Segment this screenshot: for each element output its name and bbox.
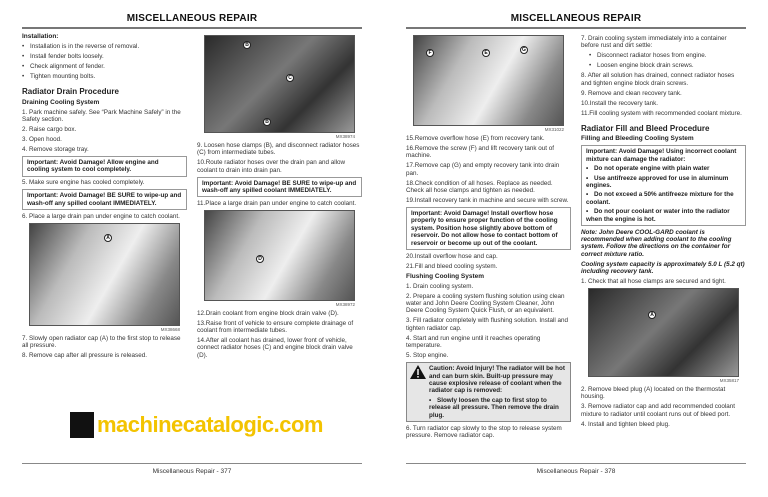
bullet: • Disconnect radiator hoses from engine. bbox=[581, 52, 746, 59]
important-box bbox=[581, 145, 746, 226]
bullet: • Do not operate engine with plain water bbox=[586, 165, 741, 172]
photo-id: MX31022 bbox=[544, 127, 564, 133]
watermark-block bbox=[70, 412, 94, 438]
callout-c: C bbox=[286, 74, 294, 82]
header-rule bbox=[22, 27, 362, 29]
left-page-column-2 bbox=[197, 35, 362, 362]
step: 5. Make sure engine has cooled completely. bbox=[22, 179, 145, 187]
caution-box bbox=[406, 362, 571, 422]
step: 11.Place a large drain pan under engine to catch coolant. bbox=[197, 199, 357, 207]
caution-bullet: • Slowly loosen the cap to first stop to release all pressure. Then remove the drain plug. bbox=[429, 397, 566, 419]
photo-radiator-cap bbox=[29, 223, 180, 326]
important-box: Important: Avoid Damage! Allow engine and cooling system to cool completely. bbox=[22, 156, 187, 177]
step: 4. Start and run engine until it reaches operating temperature. bbox=[406, 334, 541, 350]
step: 10.Route radiator hoses over the drain pan and allow coolant to drain into drain pan. bbox=[197, 159, 346, 174]
callout-b: B bbox=[243, 41, 251, 49]
subsection-title: Flushing Cooling System bbox=[406, 272, 485, 280]
bullet: • Do not exceed a 50% antifreeze mixture for the coolant. bbox=[586, 191, 741, 206]
page-header-right: MISCELLANEOUS REPAIR bbox=[510, 13, 642, 24]
bullet: • Do not pour coolant or water into the radiator when the engine is hot. bbox=[586, 208, 741, 223]
step: 3. Remove radiator cap and add recommended coolant mixture to radiator until coolant runs out of bleed port. bbox=[581, 403, 736, 418]
callout-b: B bbox=[263, 118, 271, 126]
step: 8. After all solution has drained, connect radiator hoses and tighten engine block drain screws. bbox=[581, 72, 735, 87]
footer-rule bbox=[406, 463, 746, 464]
photo-id: MX38974 bbox=[335, 134, 355, 140]
bullet: • Loosen engine block drain screws. bbox=[581, 62, 746, 69]
capacity-note: Cooling system capacity is approximately 5.0 L (5.2 qt) including recovery tank. bbox=[581, 260, 745, 276]
bullet: • Installation is in the reverse of removal. bbox=[22, 43, 187, 50]
footer-rule bbox=[22, 463, 362, 464]
step: 12.Drain coolant from engine block drain valve (D). bbox=[197, 309, 339, 317]
step: 8. Remove cap after all pressure is released. bbox=[22, 351, 147, 359]
step: 17.Remove cap (G) and empty recovery tank into drain pan. bbox=[406, 162, 560, 177]
step: 20.Install overflow hose and cap. bbox=[406, 252, 498, 260]
important-box: Important: Avoid Damage! BE SURE to wipe-up and wash-off any spilled coolant IMMEDIATELY. bbox=[22, 189, 187, 210]
bullet: • Tighten mounting bolts. bbox=[22, 73, 187, 80]
callout-e: E bbox=[482, 49, 490, 57]
step: 19.Install recovery tank in machine and secure with screw. bbox=[406, 196, 569, 204]
photo-bleed-plug bbox=[588, 288, 739, 377]
page-footer-left: Miscellaneous Repair - 377 bbox=[152, 468, 232, 475]
step: 7. Slowly open radiator cap (A) to the first stop to release all pressure. bbox=[22, 334, 181, 349]
photo-radiator-hoses bbox=[204, 35, 355, 133]
right-page-column-1 bbox=[406, 35, 571, 442]
photo-drain-valve bbox=[204, 210, 355, 301]
step: 10.Install the recovery tank. bbox=[581, 99, 659, 107]
section-title: Radiator Fill and Bleed Procedure bbox=[581, 123, 710, 133]
bullet: • Check alignment of fender. bbox=[22, 63, 187, 70]
note: Note: John Deere COOL-GARD coolant is recommended when adding coolant to the cooling system. Follow the directions on the container for correct mixture ratio. bbox=[581, 228, 732, 258]
right-page-column-2 bbox=[581, 35, 746, 431]
step: 2. Raise cargo box. bbox=[22, 126, 77, 133]
warning-icon bbox=[410, 365, 426, 379]
callout-g: G bbox=[520, 46, 528, 54]
bullet: • Use antifreeze approved for use in aluminum engines. bbox=[586, 175, 741, 190]
step: 9. Remove and clean recovery tank. bbox=[581, 89, 682, 97]
callout-a: A bbox=[648, 311, 656, 319]
step: 7. Drain cooling system immediately into a container before rust and dirt settle: bbox=[581, 35, 727, 50]
bullet: • Install fender bolts loosely. bbox=[22, 53, 187, 60]
page-header-left: MISCELLANEOUS REPAIR bbox=[126, 13, 258, 24]
step: 2. Prepare a cooling system flushing solution using clean water and John Deere Cooling System Cleaner, John Deere Cooling System Quick Flush, or an equivalent. bbox=[406, 292, 565, 315]
step: 3. Open hood. bbox=[22, 136, 62, 143]
step: 18.Check condition of all hoses. Replace as needed. Check all hose clamps and tighten as needed. bbox=[406, 179, 553, 194]
step: 1. Park machine safely. See “Park Machine Safely” in the Safety section. bbox=[22, 108, 181, 123]
page-footer-right: Miscellaneous Repair - 378 bbox=[536, 468, 616, 475]
step: 21.Fill and bleed cooling system. bbox=[406, 262, 498, 270]
photo-id: MX38972 bbox=[335, 302, 355, 307]
step: 1. Drain cooling system. bbox=[406, 282, 474, 290]
callout-d: D bbox=[256, 255, 264, 263]
photo-recovery-tank bbox=[413, 35, 564, 126]
caution-text: Caution: Avoid Injury! The radiator will be hot and can burn skin. Built-up pressure may cause explosive release of coolant when the radiator cap is removed: bbox=[429, 365, 565, 395]
callout-a: A bbox=[104, 234, 112, 242]
step: 1. Check that all hose clamps are secured and tight. bbox=[581, 278, 726, 286]
step: 9. Loosen hose clamps (B), and disconnect radiator hoses (C) from intermediate tubes. bbox=[197, 141, 360, 157]
step: 15.Remove overflow hose (E) from recovery tank. bbox=[406, 134, 545, 142]
important-title: Important: Avoid Damage! Using incorrect coolant mixture can damage the radiator: bbox=[586, 148, 737, 163]
step: 4. Remove storage tray. bbox=[22, 146, 89, 153]
step: 11.Fill cooling system with recommended coolant mixture. bbox=[581, 109, 742, 117]
header-rule bbox=[406, 27, 746, 29]
step: 3. Fill radiator completely with flushing solution. Install and tighten radiator cap. bbox=[406, 317, 569, 332]
important-box: Important: Avoid Damage! BE SURE to wipe-up and wash-off any spilled coolant IMMEDIATELY. bbox=[197, 177, 362, 198]
important-box: Important: Avoid Damage! Install overflow hose properly to ensure proper function of the cooling system. Position hose slightly above bottom of reservoir. Do not allow hose to contact bottom of reservoir or become up out of the coolant. bbox=[406, 207, 571, 250]
watermark: machinecatalogic.com bbox=[97, 412, 323, 437]
installation-title: Installation: bbox=[22, 33, 59, 40]
subsection-title: Draining Cooling System bbox=[22, 98, 100, 106]
section-title: Radiator Drain Procedure bbox=[22, 87, 119, 96]
step: 13.Raise front of vehicle to ensure complete drainage of coolant from intermediate tubes. bbox=[197, 319, 354, 334]
photo-id: MX38668 bbox=[160, 326, 180, 332]
callout-f: F bbox=[426, 49, 434, 57]
step: 6. Turn radiator cap slowly to the stop to release system pressure. Remove radiator cap. bbox=[406, 424, 562, 439]
photo-id: MX35817 bbox=[719, 378, 739, 384]
step: 6. Place a large drain pan under engine to catch coolant. bbox=[22, 212, 180, 220]
step: 14.After all coolant has drained, lower front of vehicle, connect radiator hoses (C) and engine block drain valve (D). bbox=[197, 337, 353, 359]
left-page-column-1 bbox=[22, 33, 187, 362]
step: 16.Remove the screw (F) and lift recovery tank out of machine. bbox=[406, 144, 555, 160]
step: 5. Stop engine. bbox=[406, 352, 449, 360]
step: 4. Install and tighten bleed plug. bbox=[581, 420, 670, 428]
step: 2. Remove bleed plug (A) located on the thermostat housing. bbox=[581, 385, 726, 401]
subsection-title: Filling and Bleeding Cooling System bbox=[581, 135, 694, 143]
